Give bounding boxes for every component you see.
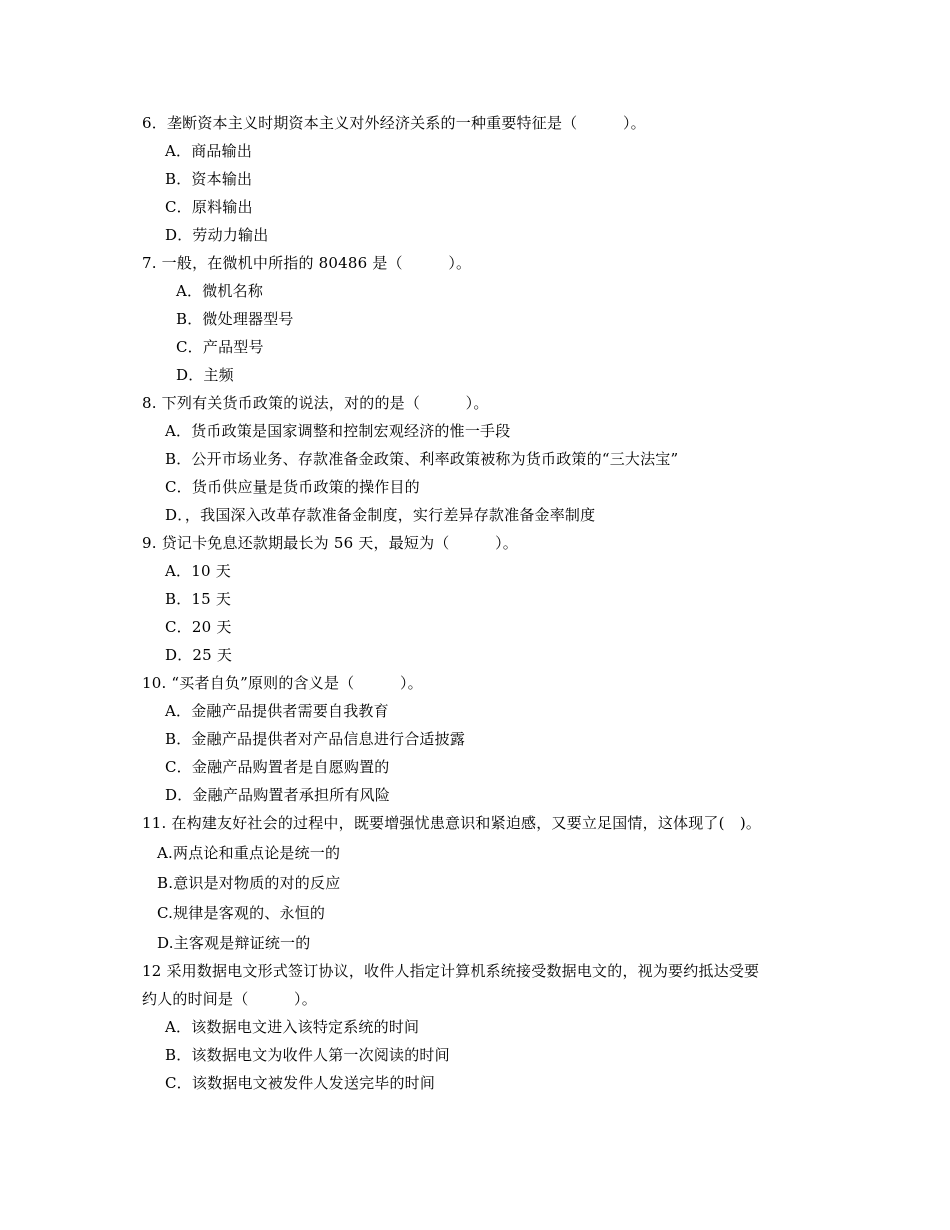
question-11-option-d: D.主客观是辩证统一的	[157, 934, 311, 952]
question-8-option-b: B．公开市场业务、存款准备金政策、利率政策被称为货币政策的“三大法宝”	[165, 450, 679, 468]
question-7-stem: 7. 一般，在微机中所指的 80486 是（ ）。	[142, 254, 472, 272]
question-8-stem: 8. 下列有关货币政策的说法，对的的是（ ）。	[142, 394, 489, 412]
question-9-option-b: B．15 天	[165, 590, 232, 608]
question-7-option-c: C．产品型号	[176, 338, 264, 356]
question-6-option-b: B．资本输出	[165, 170, 253, 188]
question-9-option-a: A．10 天	[165, 562, 231, 580]
question-10-stem: 10. “买者自负”原则的含义是（ ）。	[142, 674, 423, 692]
question-11-stem: 11. 在构建友好社会的过程中，既要增强忧患意识和紧迫感，又要立足国情，这体现了( )。	[142, 814, 762, 832]
question-9-option-c: C．20 天	[165, 618, 232, 636]
question-6-stem: 6．垄断资本主义时期资本主义对外经济关系的一种重要特征是（ ）。	[142, 114, 646, 132]
question-10-option-a: A．金融产品提供者需要自我教育	[165, 702, 389, 720]
question-9-option-d: D．25 天	[165, 646, 233, 664]
question-6-option-d: D．劳动力输出	[165, 226, 269, 244]
question-7-option-a: A．微机名称	[176, 282, 264, 300]
question-12-option-b: B．该数据电文为收件人第一次阅读的时间	[165, 1046, 450, 1064]
question-6-option-c: C．原料输出	[165, 198, 253, 216]
question-7-option-b: B．微处理器型号	[176, 310, 294, 328]
question-9-stem: 9. 贷记卡免息还款期最长为 56 天，最短为（ ）。	[142, 534, 519, 552]
question-8-option-d: D．，我国深入改革存款准备金制度，实行差异存款准备金率制度	[165, 506, 596, 524]
question-11-option-a: A.两点论和重点论是统一的	[157, 844, 341, 862]
question-12-option-c: C．该数据电文被发件人发送完毕的时间	[165, 1074, 436, 1092]
question-12-stem-line-1: 12 采用数据电文形式签订协议，收件人指定计算机系统接受数据电文的，视为要约抵达受要	[142, 962, 760, 980]
question-11-option-c: C.规律是客观的、永恒的	[157, 904, 326, 922]
question-10-option-b: B．金融产品提供者对产品信息进行合适披露	[165, 730, 466, 748]
question-11-option-b: B.意识是对物质的对的反应	[157, 874, 341, 892]
question-7-option-d: D．主频	[176, 366, 234, 384]
question-8-option-c: C．货币供应量是货币政策的操作目的	[165, 478, 420, 496]
question-12-option-a: A．该数据电文进入该特定系统的时间	[165, 1018, 420, 1036]
question-8-option-a: A．货币政策是国家调整和控制宏观经济的惟一手段	[165, 422, 511, 440]
question-10-option-c: C．金融产品购置者是自愿购置的	[165, 758, 390, 776]
question-12-stem-line-2: 约人的时间是（ ）。	[142, 990, 317, 1008]
question-10-option-d: D．金融产品购置者承担所有风险	[165, 786, 391, 804]
question-6-option-a: A．商品输出	[165, 142, 253, 160]
